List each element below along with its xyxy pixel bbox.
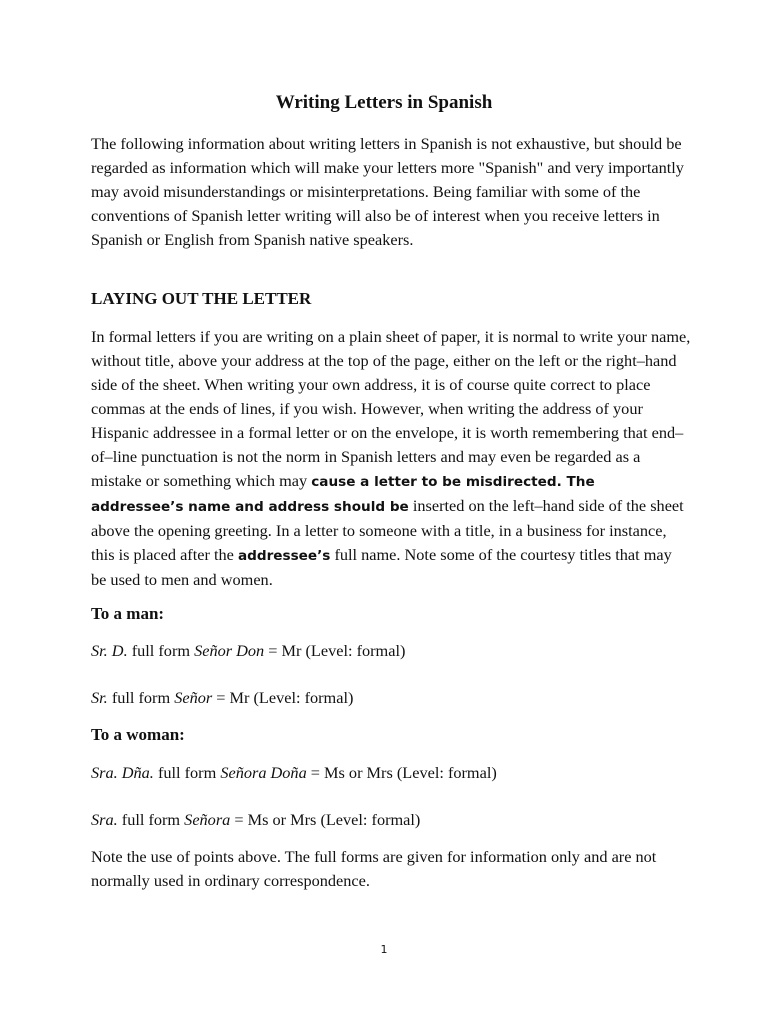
formal-bold-text-1: cause a letter to be misdirected. The addressee’s name and address should be <box>91 474 595 515</box>
title-connector: full form <box>153 763 221 782</box>
title-meaning: = Ms or Mrs (Level: formal) <box>230 810 421 829</box>
title-entry-sr-d <box>91 639 691 663</box>
formal-text-part3: full name. Note some of the courtesy titles that may be used to men and women. <box>91 545 672 589</box>
formal-letter-paragraph <box>91 325 691 592</box>
title-full-form: Señora <box>184 810 231 829</box>
title-meaning: = Mr (Level: formal) <box>212 688 354 707</box>
title-full-form: Señora Doña <box>220 763 307 782</box>
formal-text-part1: In formal letters if you are writing on a plain sheet of paper, it is normal to write your name, without title, above your address at the top of the page, either on the left or the right–hand side of the sheet. When writing your own address, it is of course quite correct to place commas at the ends of lines, if you wish. However, when writing the address of your Hispanic addressee in a formal letter or on the envelope, it is worth remembering that end–of–line punctuation is not the norm in Spanish letters and may even be regarded as a mistake or something which may <box>91 327 691 490</box>
title-connector: full form <box>117 810 185 829</box>
title-entry-sra <box>91 808 691 832</box>
title-meaning: = Ms or Mrs (Level: formal) <box>306 763 497 782</box>
note-paragraph: Note the use of points above. The full forms are given for information only and are not normally used in ordinary correspondence. <box>91 847 657 890</box>
title-abbr: Sr. D. <box>91 641 128 660</box>
title-entry-sra-dna <box>91 761 691 785</box>
title-meaning: = Mr (Level: formal) <box>264 641 406 660</box>
intro-paragraph: The following information about writing letters in Spanish is not exhaustive, but should be regarded as information which will make your letters more "Spanish" and very importantly may avoid misunderstandings or misinterpretations. Being familiar with some of the conventions of Spanish letter writing will also be of interest when you receive letters in Spanish or English from Spanish native speakers. <box>91 134 684 249</box>
title-connector: full form <box>107 688 175 707</box>
section-heading: LAYING OUT THE LETTER <box>91 289 312 308</box>
title-entry-sr <box>91 686 691 710</box>
to-woman-heading: To a woman: <box>91 725 185 744</box>
page-number: 1 <box>380 943 388 956</box>
formal-bold-text-2: addressee’s <box>237 548 331 564</box>
document-title: Writing Letters in Spanish <box>275 92 493 113</box>
formal-text-part2: inserted on the left–hand side of the sheet above the opening greeting. In a letter to someone with a title, in a business for instance, this is placed after the <box>91 496 684 564</box>
title-abbr: Sra. <box>91 810 118 829</box>
title-abbr: Sra. Dña. <box>91 763 154 782</box>
title-full-form: Señor <box>174 688 213 707</box>
title-abbr: Sr. <box>91 688 108 707</box>
to-man-heading: To a man: <box>91 604 165 623</box>
title-connector: full form <box>127 641 195 660</box>
title-full-form: Señor Don <box>194 641 265 660</box>
